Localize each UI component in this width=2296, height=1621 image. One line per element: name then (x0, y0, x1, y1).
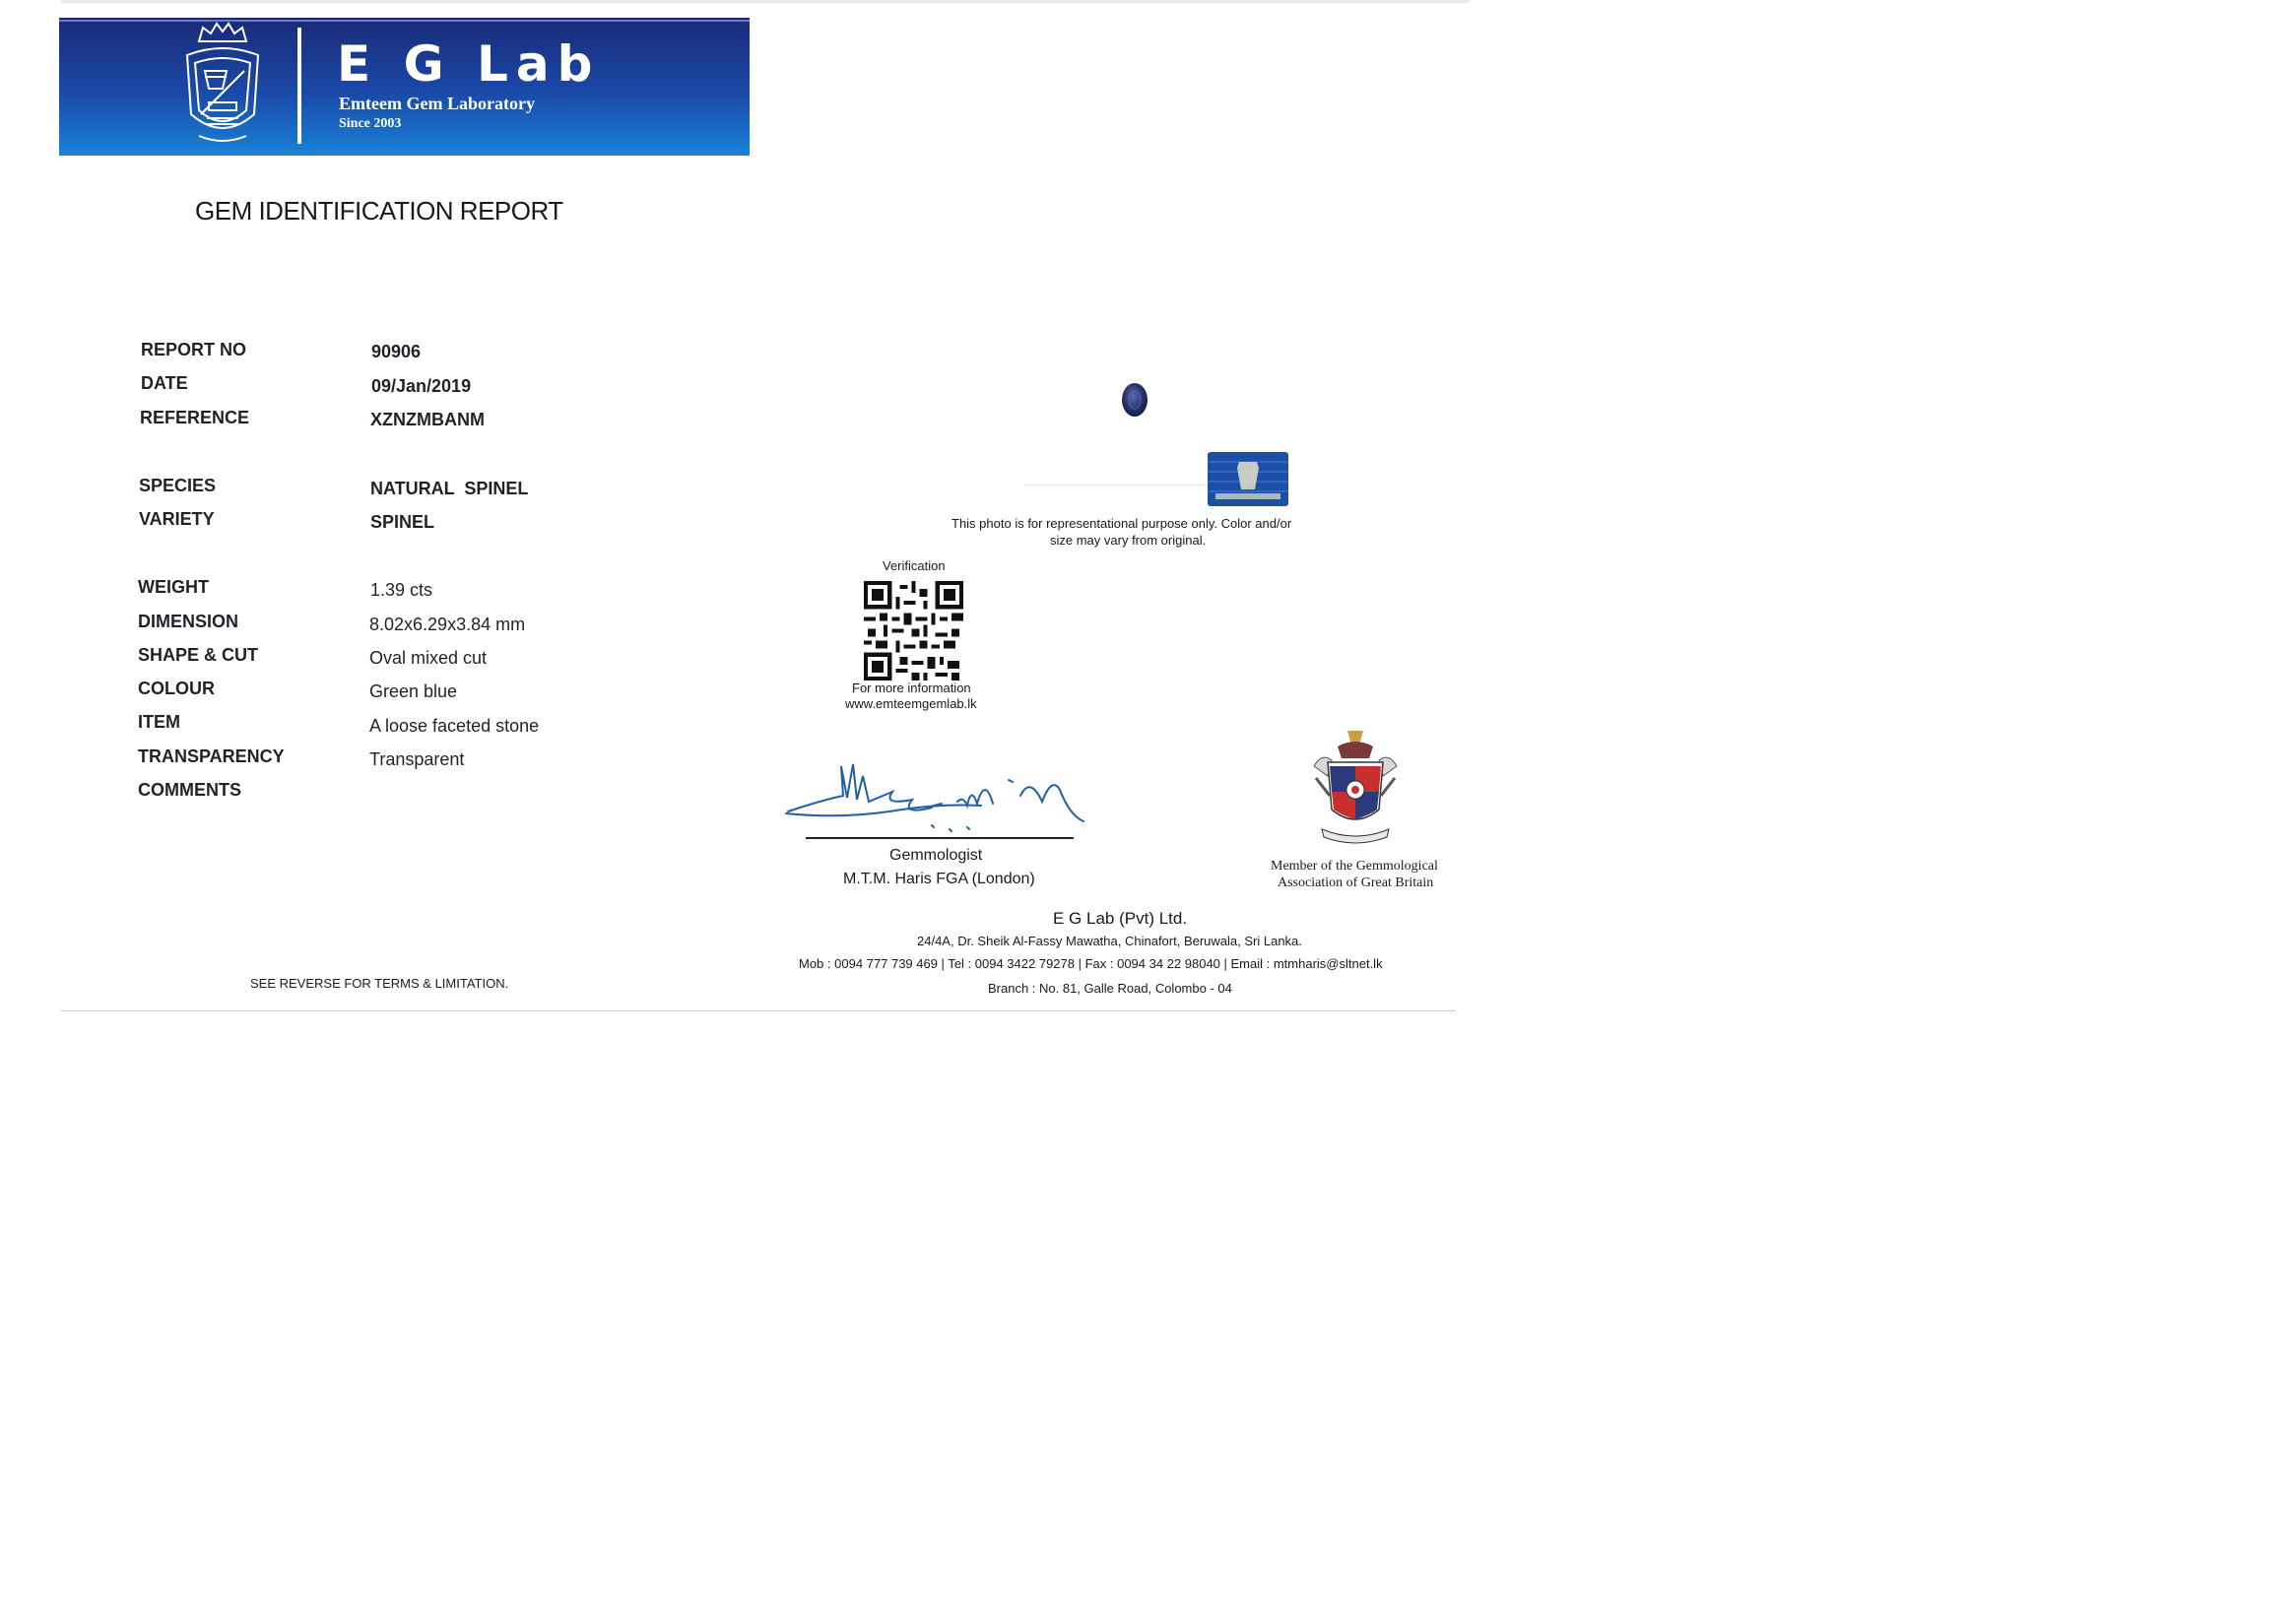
shape-cut-value: Oval mixed cut (369, 648, 488, 668)
weight-label: WEIGHT (138, 577, 209, 597)
transparency-label: TRANSPARENCY (138, 746, 285, 766)
qr-code-icon[interactable] (864, 581, 963, 681)
item-label: ITEM (138, 712, 180, 732)
reference-value: XZNZMBANM (370, 410, 485, 429)
gemmological-association-crest-icon (1308, 727, 1403, 849)
variety-value: SPINEL (370, 512, 435, 532)
date-value: 09/Jan/2019 (371, 376, 472, 396)
report-no-value: 90906 (371, 342, 422, 361)
photo-divider (1024, 485, 1208, 486)
species-value: NATURAL SPINEL (370, 479, 529, 498)
verification-url[interactable]: www.emteemgemlab.lk (845, 696, 977, 711)
report-title: GEM IDENTIFICATION REPORT (195, 196, 563, 226)
transparency-value: Transparent (369, 749, 465, 769)
company-branch: Branch : No. 81, Galle Road, Colombo - 04 (988, 981, 1232, 996)
hologram-seal-icon (1208, 452, 1288, 506)
company-address: 24/4A, Dr. Sheik Al-Fassy Mawatha, Chinafort, Beruwala, Sri Lanka. (917, 934, 1302, 948)
membership-line1: Member of the Gemmological (1271, 859, 1438, 874)
brand-name: E G Lab (337, 35, 601, 93)
weight-value: 1.39 cts (370, 580, 433, 600)
reference-label: REFERENCE (140, 408, 250, 427)
dimension-label: DIMENSION (138, 612, 239, 631)
banner-divider (297, 28, 301, 144)
lab-crest-icon (179, 20, 266, 148)
company-contact: Mob : 0094 777 739 469 | Tel : 0094 3422 79278 | Fax : 0094 34 22 98040 | Email : mtmharis@sltnet.lk (799, 956, 1383, 971)
qr-more-info: For more information (852, 681, 971, 695)
banner-top-rule (59, 20, 750, 22)
photo-disclaimer-line1: This photo is for representational purpose only. Color and/or (951, 516, 1292, 531)
photo-disclaimer-line2: size may vary from original. (1050, 533, 1207, 548)
gemstone-photo (1121, 382, 1148, 418)
signature-line (806, 837, 1074, 839)
signatory-role: Gemmologist (889, 847, 983, 864)
species-label: SPECIES (139, 476, 217, 495)
company-name: E G Lab (Pvt) Ltd. (1053, 909, 1188, 928)
comments-label: COMMENTS (138, 780, 241, 800)
shape-cut-label: SHAPE & CUT (138, 645, 259, 665)
gemmologist-signature (784, 756, 1089, 835)
variety-label: VARIETY (139, 509, 215, 529)
membership-line2: Association of Great Britain (1278, 875, 1434, 890)
report-no-label: REPORT NO (141, 340, 247, 359)
item-value: A loose faceted stone (369, 716, 540, 736)
bottom-rule (61, 1010, 1456, 1011)
brand-since: Since 2003 (339, 116, 402, 131)
verification-label: Verification (883, 558, 946, 573)
terms-note: SEE REVERSE FOR TERMS & LIMITATION. (250, 976, 509, 991)
colour-value: Green blue (369, 681, 458, 701)
date-label: DATE (141, 373, 188, 393)
scan-edge (61, 0, 1470, 3)
signatory-name: M.T.M. Haris FGA (London) (843, 871, 1035, 887)
brand-full-name: Emteem Gem Laboratory (339, 94, 535, 113)
colour-label: COLOUR (138, 679, 215, 698)
dimension-value: 8.02x6.29x3.84 mm (369, 615, 526, 634)
